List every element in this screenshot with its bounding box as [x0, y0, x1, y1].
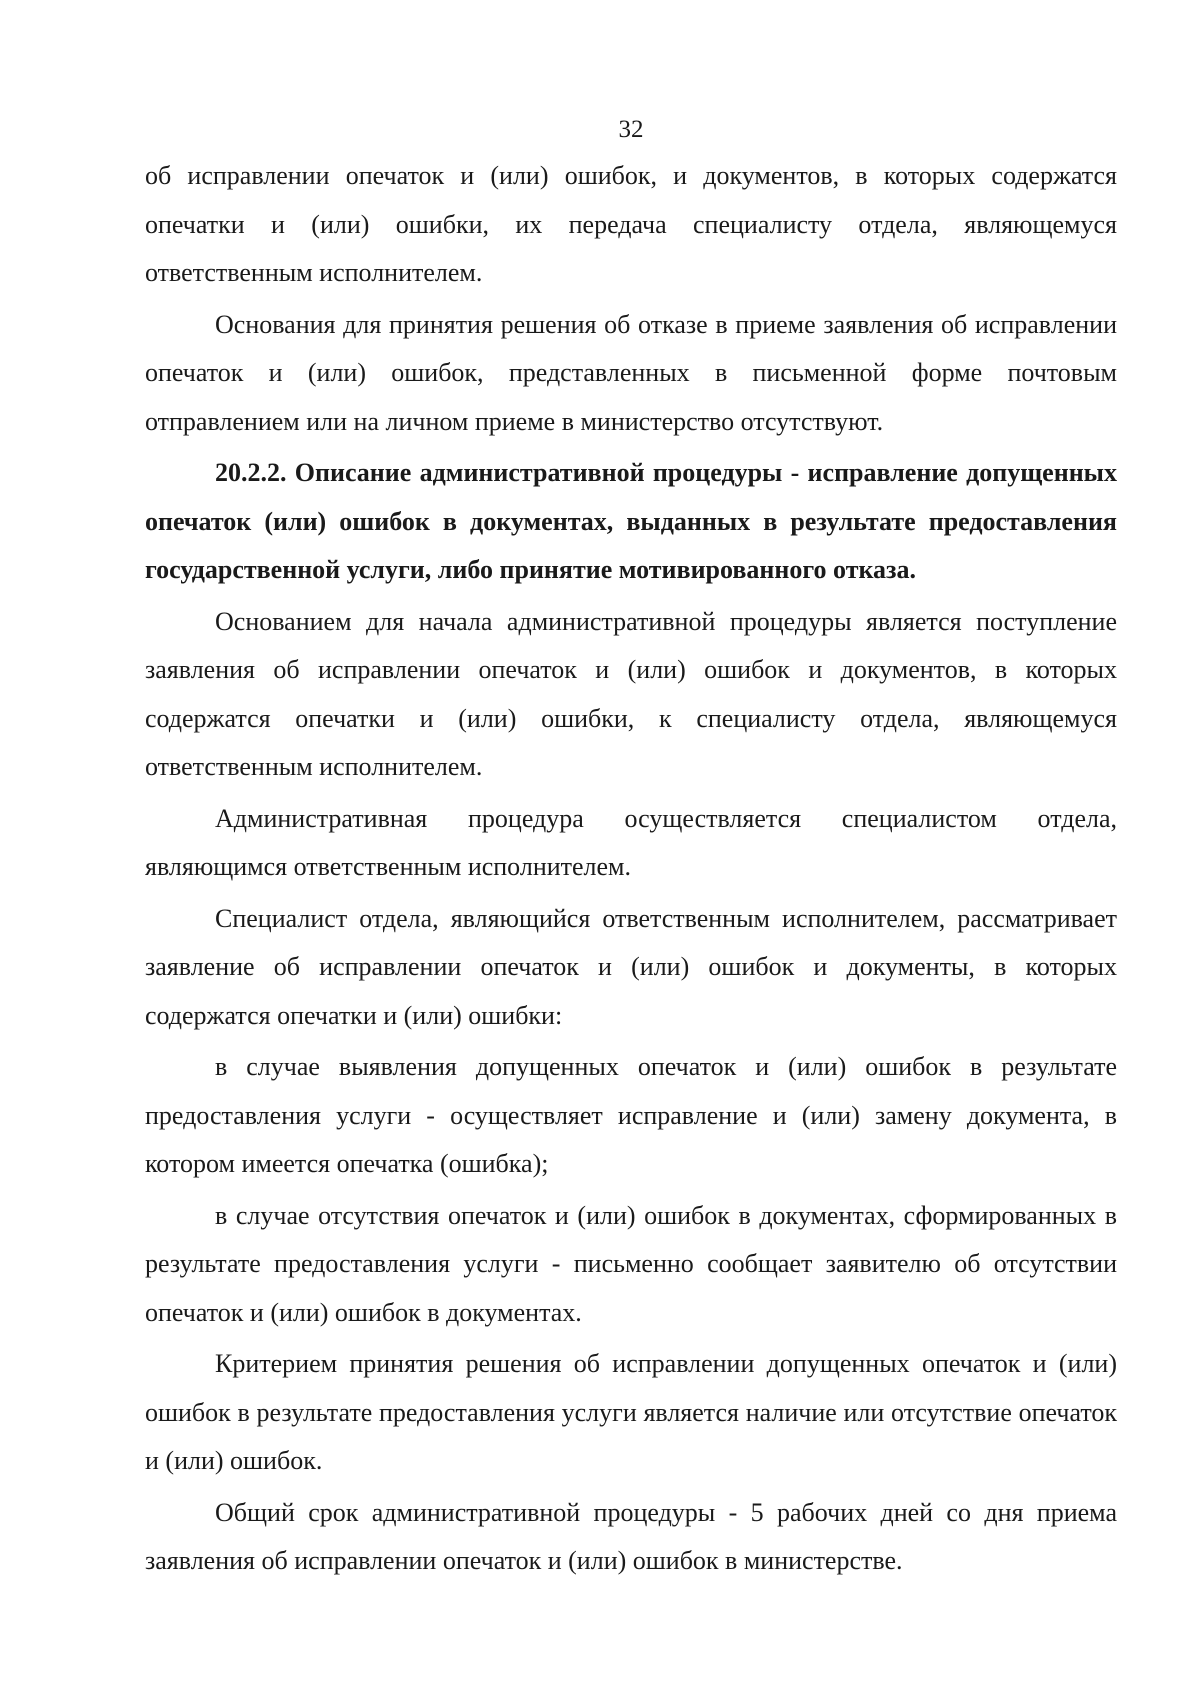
paragraph-continuation: об исправлении опечаток и (или) ошибок, и документов, в которых содержатся опечатки и (или) ошибки, их передача специалисту отдела, являющемуся ответственным исполнителем.	[145, 161, 1117, 287]
paragraph-procedure-executor: Административная процедура осуществляется специалистом отдела, являющимся ответственным исполнителем.	[145, 803, 1117, 881]
document-body	[145, 152, 1117, 1589]
paragraph-specialist-review: Специалист отдела, являющийся ответственным исполнителем, рассматривает заявление об исправлении опечаток и (или) ошибок и документы, в которых содержатся опечатки и (или) ошибки:	[145, 903, 1117, 1030]
paragraph-procedure-term: Общий срок административной процедуры - 5 рабочих дней со дня приема заявления об исправлении опечаток и (или) ошибок в министерстве.	[145, 1497, 1117, 1575]
page-number: 32	[618, 116, 644, 143]
paragraph-errors-found: в случае выявления допущенных опечаток и (или) ошибок в результате предоставления услуги - осуществляет исправление и (или) замену документа, в котором имеется опечатка (ошибка);	[145, 1052, 1117, 1178]
paragraph-no-errors: в случае отсутствия опечаток и (или) ошибок в документах, сформированных в результате предоставления услуги - письменно сообщает заявителю об отсутствии опечаток и (или) ошибок в документах.	[145, 1200, 1117, 1327]
section-heading-20-2-2: 20.2.2. Описание административной процедуры - исправление допущенных опечаток (или) ошибок в документах, выданных в результате предоставления государственной услуги, либо принятие мотивированного отказа.	[145, 458, 1117, 584]
paragraph-decision-criterion: Критерием принятия решения об исправлении допущенных опечаток и (или) ошибок в результате предоставления услуги является наличие или отсутствие опечаток и (или) ошибок.	[145, 1349, 1117, 1475]
paragraph-procedure-basis: Основанием для начала административной процедуры является поступление заявления об исправлении опечаток и (или) ошибок и документов, в которых содержатся опечатки и (или) ошибки, к специалисту отдела, являющемуся ответственным исполнителем.	[145, 606, 1117, 781]
paragraph-refusal-grounds: Основания для принятия решения об отказе в приеме заявления об исправлении опечаток и (или) ошибок, представленных в письменной форме почтовым отправлением или на личном приеме в министерство отсутствуют.	[145, 309, 1117, 436]
